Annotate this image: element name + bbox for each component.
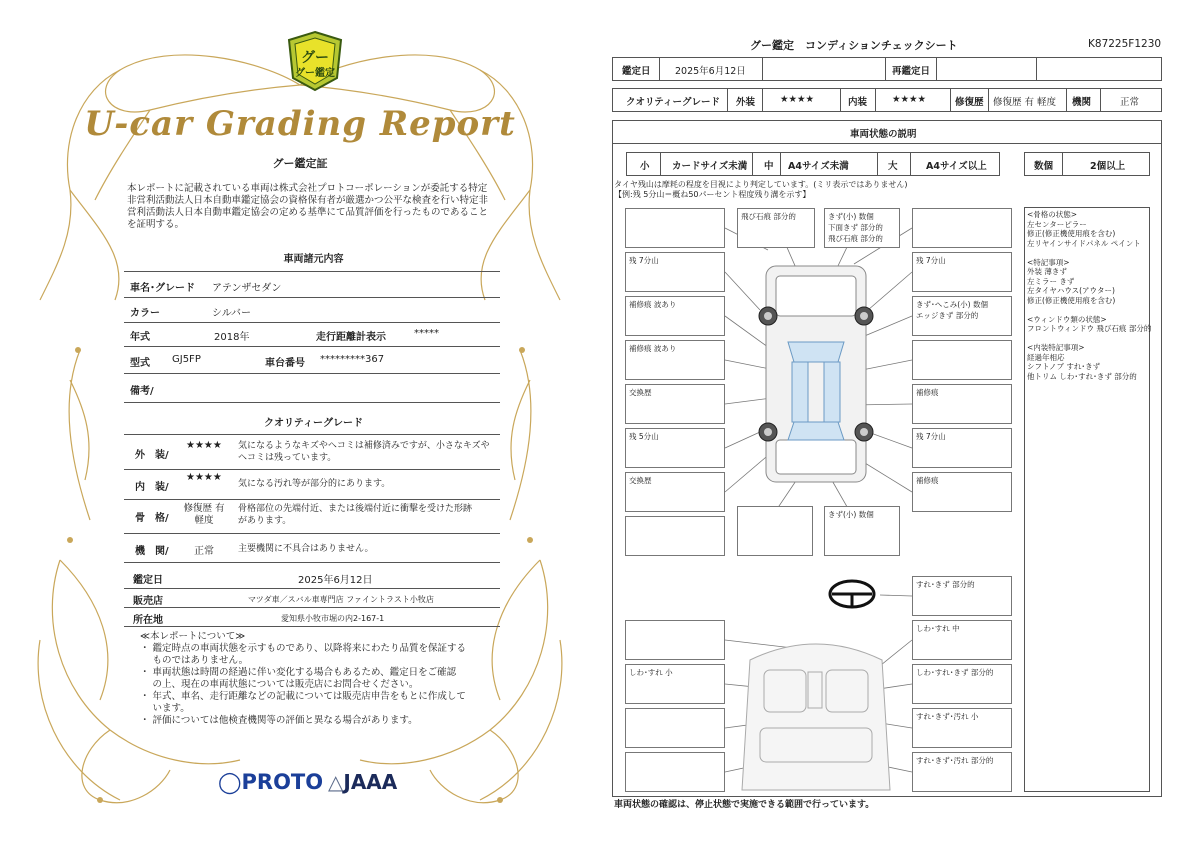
dealer-value: マツダ車／スバル車専門店 ファイントラスト小牧店 <box>248 595 434 604</box>
sheet-title: グー鑑定 コンディションチェックシート <box>750 39 958 52</box>
jaaa-logo: △JAAA <box>328 770 398 794</box>
steering-wheel-icon <box>830 581 874 607</box>
divider <box>124 346 500 347</box>
exterior-grade: ★★★★ <box>186 440 222 451</box>
certificate-intro: 本レポートに記載されている車両は株式会社プロトコーポレーションが委託する特定非営利活動法人日本自動車鑑定協会の資格保有者が厳選かつ公平な検査を行い特定非営利活動法人日本自動車鑑定協会の定める基準にて品質評価を行ったものであることを証明する。 <box>127 183 489 230</box>
divider <box>124 588 500 589</box>
proto-logo: ◯PROTO <box>218 770 324 794</box>
count-desc: 2個以上 <box>1090 161 1126 172</box>
note-box: 飛び石痕 部分的 <box>737 208 815 248</box>
note-box: しわ･すれ･きず 部分的 <box>912 664 1012 704</box>
certificate-heading: グー鑑定証 <box>272 157 328 170</box>
sheet-date-value: 2025年6月12日 <box>675 66 746 77</box>
date-value: 2025年6月12日 <box>298 575 373 586</box>
divider <box>124 499 500 500</box>
note-box <box>625 620 725 660</box>
divider <box>124 297 500 298</box>
remark-line: 左タイヤハウス(アウター) <box>1027 286 1115 295</box>
svg-text:グー鑑定: グー鑑定 <box>295 68 335 79</box>
quality-title: クオリティーグレード <box>264 418 363 429</box>
year-label: 年式 <box>130 332 150 343</box>
reinspect-label: 再鑑定日 <box>892 66 931 77</box>
remark-line: 修正(修正機使用痕を含む) <box>1027 295 1116 305</box>
mileage-value: ***** <box>414 328 439 339</box>
note-box: すれ･きず 部分的 <box>912 576 1012 616</box>
remark-line: 左ミラー きず <box>1027 276 1075 286</box>
repair-label: 修復歴 <box>955 97 984 108</box>
year-value: 2018年 <box>214 332 250 343</box>
divider <box>124 373 500 374</box>
note-box: 残 5分山 <box>625 428 725 468</box>
size-small-desc: カードサイズ未満 <box>672 161 748 172</box>
dealer-label: 販売店 <box>133 596 163 607</box>
note-box: きず(小) 数個 <box>824 506 900 556</box>
color-value: シルバー <box>212 308 252 319</box>
goo-kantei-badge-icon <box>287 30 343 92</box>
note-box <box>912 208 1012 248</box>
sheet-date-label: 鑑定日 <box>622 66 651 77</box>
divider <box>124 271 500 272</box>
car-name-label: 車名･グレード <box>130 283 195 294</box>
remark-line: 外装 薄きず <box>1027 267 1067 276</box>
exterior-desc: 気になるようなキズやヘコミは補修済みですが、小さなキズや ヘコミは残っています。 <box>238 441 490 463</box>
note-box <box>737 506 813 556</box>
color-label: カラー <box>130 308 160 319</box>
engine-label: 機 関/ <box>135 546 169 557</box>
note-box: しわ･すれ 小 <box>625 664 725 704</box>
note-box: すれ･きず･汚れ 部分的 <box>912 752 1012 792</box>
report-notes: ≪本レポートについて≫ ・ 鑑定時点の車両状態を示すものであり、以降将来にわたり品質を保証する ものではありません。 ・ 車両状態は時間の経過に伴い変化する場合もあるため、鑑定日をご確認 の上、現在の車両状態については販売店にお問合せください。 ・ 年式、車名、走行距離などの記載については販売店申告をもとに作成して います。 ・ 評価については他検査機関等の評価と異なる場合があります。 <box>140 631 467 726</box>
frame-desc: 骨格部位の先端付近、または後端付近に衝撃を受けた形跡 があります。 <box>238 504 473 526</box>
divider <box>124 469 500 470</box>
exterior-value: ★★★★ <box>780 94 815 105</box>
remarks-label: 備考/ <box>130 386 154 397</box>
model-label: 型式 <box>130 358 150 369</box>
interior-grade: ★★★★ <box>186 472 222 483</box>
note-box: 補修痕 <box>912 384 1012 424</box>
size-mid-label: 中 <box>764 161 774 172</box>
size-large-desc: A4サイズ以上 <box>926 161 987 172</box>
note-box <box>912 340 1012 380</box>
sheet-id: K87225F1230 <box>1088 38 1162 50</box>
note-box: 残 7分山 <box>912 252 1012 292</box>
note-box <box>625 516 725 556</box>
note-box: しわ･すれ 中 <box>912 620 1012 660</box>
interior-label: 内装 <box>848 97 868 108</box>
remark-line: <骨格の状態> <box>1027 210 1078 219</box>
note-box: すれ･きず･汚れ 小 <box>912 708 1012 748</box>
divider <box>124 322 500 323</box>
sheet-footer: 車両状態の確認は、停止状態で実施できる範囲で行っています。 <box>614 800 875 810</box>
interior-label: 内 装/ <box>135 482 169 493</box>
note-box: 交換歴 <box>625 472 725 512</box>
remark-line: 左リヤインサイドパネル ペイント <box>1027 238 1141 248</box>
chassis-label: 車台番号 <box>265 358 305 369</box>
remark-line: <特記事項> <box>1027 257 1070 267</box>
remark-line: <内装特記事項> <box>1027 343 1085 352</box>
svg-text:グー: グー <box>301 50 329 66</box>
remark-line: <ウィンドウ類の状態> <box>1027 314 1107 324</box>
remark-line: フロントウィンドウ 飛び石痕 部分的 <box>1027 324 1152 333</box>
interior-desc: 気になる汚れ等が部分的にあります。 <box>238 479 391 489</box>
car-name-value: アテンザセダン <box>212 283 282 294</box>
divider <box>124 626 500 627</box>
divider <box>124 402 500 403</box>
tire-example: 【例:残 5分山＝概ね50パーセント程度残り溝を示す】 <box>614 190 811 199</box>
count-label: 数個 <box>1034 161 1054 172</box>
specs-title: 車両諸元内容 <box>283 254 344 265</box>
remark-line <box>1027 248 1151 258</box>
repair-value: 修復歴 有 軽度 <box>993 97 1057 108</box>
address-value: 愛知県小牧市堀の内2-167-1 <box>281 614 385 623</box>
exterior-label: 外 装/ <box>135 450 169 461</box>
address-label: 所在地 <box>133 615 163 626</box>
exterior-label: 外装 <box>736 97 756 108</box>
model-value: GJ5FP <box>172 354 201 365</box>
remark-line: 経過年相応 <box>1027 352 1065 362</box>
note-box: 残 7分山 <box>625 252 725 292</box>
frame-label: 骨 格/ <box>135 513 169 524</box>
remark-line: 他トリム しわ･すれ･きず 部分的 <box>1027 371 1137 381</box>
frame-grade: 修復歴 有 軽度 <box>183 503 225 526</box>
remark-line: シフトノブ すれ･きず <box>1027 362 1101 371</box>
remark-line <box>1027 305 1151 315</box>
remark-line <box>1027 334 1151 344</box>
report-title: U-car Grading Report <box>84 104 516 144</box>
note-box: 補修痕 波あり <box>625 296 725 336</box>
remark-line: 左センターピラー <box>1027 219 1087 229</box>
remark-line: 修正(修正機使用痕を含む) <box>1027 229 1116 238</box>
tire-note: タイヤ残山は摩耗の程度を目視により判定しています。(ミリ表示ではありません) <box>614 180 908 189</box>
date-label: 鑑定日 <box>133 575 163 586</box>
divider <box>124 607 500 608</box>
engine-desc: 主要機関に不具合はありません。 <box>238 544 374 554</box>
note-box <box>625 708 725 748</box>
divider <box>124 434 500 435</box>
condition-check-sheet <box>600 0 1200 848</box>
note-box: きず･へこみ(小) 数個 エッジきず 部分的 <box>912 296 1012 336</box>
remarks-list <box>1027 210 1151 381</box>
divider <box>124 562 500 563</box>
quality-label: クオリティーグレード <box>626 97 721 108</box>
size-small-label: 小 <box>640 161 650 172</box>
note-box <box>625 208 725 248</box>
note-box: きず(小) 数個 下面きず 部分的 飛び石痕 部分的 <box>824 208 900 248</box>
size-large-label: 大 <box>888 161 898 172</box>
note-box: 交換歴 <box>625 384 725 424</box>
note-box: 補修痕 波あり <box>625 340 725 380</box>
engine-value: 正常 <box>1120 97 1140 108</box>
mileage-label: 走行距離計表示 <box>316 332 386 343</box>
divider <box>124 533 500 534</box>
note-box <box>625 752 725 792</box>
chassis-value: *********367 <box>320 354 385 365</box>
condition-title: 車両状態の説明 <box>850 129 917 140</box>
size-mid-desc: A4サイズ未満 <box>788 161 849 172</box>
engine-label: 機関 <box>1072 97 1092 108</box>
note-box: 補修痕 <box>912 472 1012 512</box>
interior-value: ★★★★ <box>892 94 927 105</box>
engine-grade: 正常 <box>194 546 214 557</box>
note-box: 残 7分山 <box>912 428 1012 468</box>
